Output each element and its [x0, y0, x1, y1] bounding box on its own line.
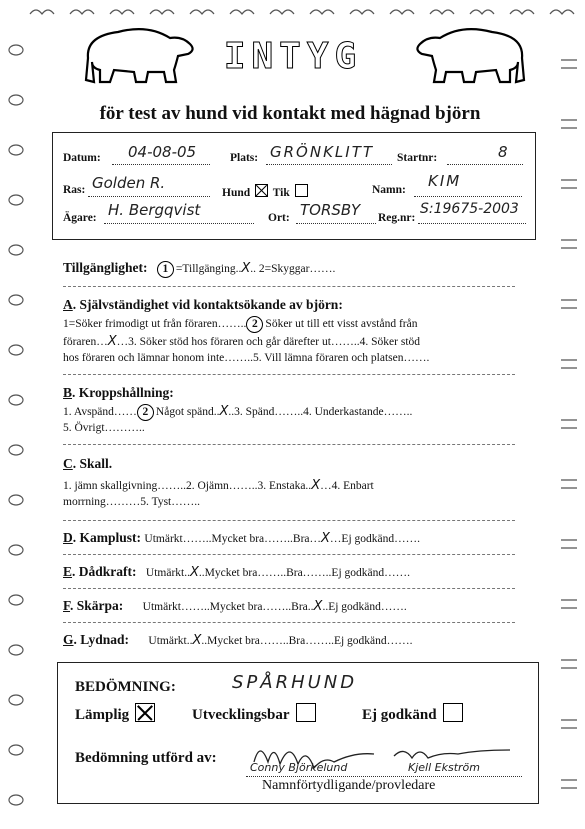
- ej-godkand-option: Ej godkänd: [362, 703, 463, 724]
- section-a-title: A. Självständighet vid kontaktsökande av björn:: [63, 297, 343, 312]
- utford-label: Bedömning utförd av:: [75, 750, 217, 766]
- ej-godkand-checkbox[interactable]: [443, 703, 463, 722]
- datum-value: 04-08-05: [128, 143, 197, 161]
- document-title: INTYG: [223, 36, 363, 77]
- namn-value: KIM: [428, 172, 462, 190]
- section-b-line1: 1. Avspänd…… 2 Något spänd..X..3. Spänd……..4. Underkastande……..: [63, 404, 413, 419]
- document-subtitle: för test av hund vid kontakt med hägnad björn: [99, 103, 481, 124]
- regnr-value: S:19675-2003: [420, 201, 519, 217]
- bedomning-value: SPÅRHUND: [232, 672, 358, 693]
- section-e-row: E. Dådkraft: Utmärkt..X..Mycket bra……..Bra……..Ej godkänd…….: [63, 564, 410, 580]
- lamplig-checkbox[interactable]: [135, 703, 155, 722]
- paw-border-left: [2, 20, 30, 825]
- section-f-row: F. Skärpa: Utmärkt……..Mycket bra……..Bra..X..Ej godkänd…….: [63, 598, 407, 614]
- ort-label: Ort:: [268, 212, 290, 224]
- ras-value: Golden R.: [92, 174, 166, 192]
- startnr-value: 8: [498, 143, 508, 161]
- signature-1: Conny Björkelund: [250, 761, 348, 774]
- namn-label: Namn:: [372, 184, 406, 196]
- bear-right-icon: [412, 18, 532, 88]
- section-d-row: D. Kamplust: Utmärkt……..Mycket bra……..Bra…X…Ej godkänd…….: [63, 530, 420, 546]
- ort-value: TORSBY: [300, 201, 361, 219]
- startnr-label: Startnr:: [397, 152, 438, 164]
- hund-option: Hund Tik: [222, 184, 310, 199]
- tillganglighet-row: Tillgänglighet: 1 =Tillgänging..X.. 2=Skyggar…….: [63, 260, 336, 276]
- plats-value: GRÖNKLITT: [270, 143, 375, 161]
- plats-label: Plats:: [230, 152, 259, 164]
- agare-label: Ägare:: [63, 212, 97, 224]
- namnfortydligande-label: Namnförtydligande/provledare: [262, 778, 436, 793]
- ras-label: Ras:: [63, 184, 86, 196]
- signature-2: Kjell Ekström: [408, 761, 480, 774]
- utvecklingsbar-checkbox[interactable]: [296, 703, 316, 722]
- section-a-line1: 1=Söker frimodigt ut från föraren…….. 2 Söker ut till ett visst avstånd från: [63, 316, 417, 333]
- section-a-line2: föraren…X…3. Söker stöd hos föraren och går därefter ut……..4. Söker stöd: [63, 334, 421, 349]
- section-g-row: G. Lydnad: Utmärkt..X..Mycket bra……..Bra……..Ej godkänd…….: [63, 632, 413, 648]
- section-c-title: C. Skall.: [63, 456, 113, 471]
- utvecklingsbar-option: Utvecklingsbar: [192, 703, 316, 724]
- lamplig-option: Lämplig: [75, 703, 155, 724]
- section-a-line3: hos föraren och lämnar honom inte……..5. Vill lämna föraren och platsen…….: [63, 352, 430, 364]
- hund-checkbox[interactable]: [255, 184, 268, 197]
- bear-left-icon: [78, 18, 198, 88]
- section-b-line2: 5. Övrigt………..: [63, 422, 145, 434]
- section-c-line1: 1. jämn skallgivning……..2. Ojämn……..3. Enstaka..X…4. Enbart: [63, 478, 374, 493]
- section-c-line2: morrning………5. Tyst……..: [63, 496, 200, 508]
- paw-border-right: [555, 20, 583, 825]
- regnr-label: Reg.nr:: [378, 212, 416, 224]
- agare-value: H. Bergqvist: [108, 201, 201, 219]
- datum-label: Datum:: [63, 152, 101, 164]
- bedomning-label: BEDÖMNING:: [75, 679, 176, 695]
- section-b-title: B. Kroppshållning:: [63, 385, 174, 400]
- tik-checkbox[interactable]: [295, 184, 308, 197]
